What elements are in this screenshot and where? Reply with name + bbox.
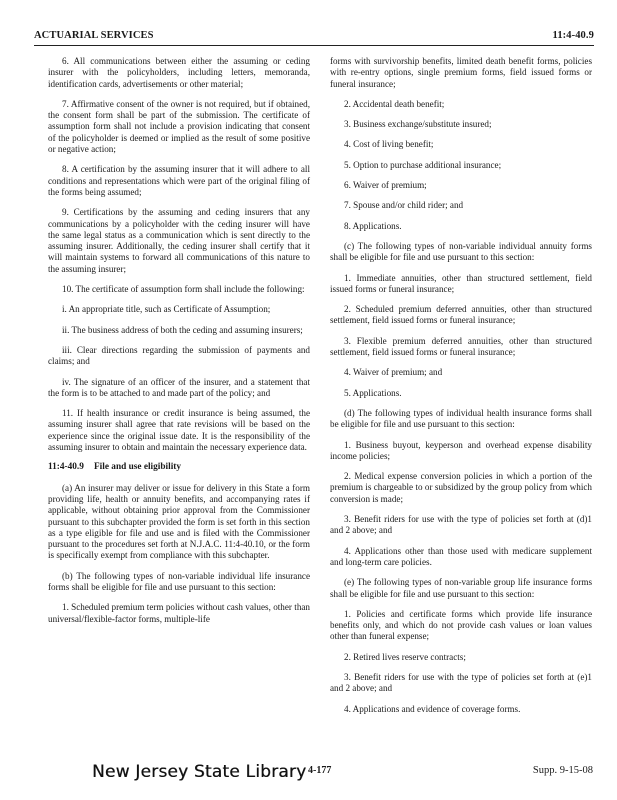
running-header <box>34 30 594 44</box>
paragraph: 4. Applications other than those used with medicare supplement and long-term care policies. <box>330 545 592 567</box>
section-heading <box>48 462 310 473</box>
paragraph: 7. Affirmative consent of the owner is not required, but if obtained, the consent form shall be part of the submission. The certificate of assumption form shall not include a provision indicating that consent of the policyholder is deemed or implied as the result of some positive or negative action; <box>48 98 310 155</box>
header-chapter-title: ACTUARIAL SERVICES <box>34 30 154 41</box>
right-column <box>330 56 592 724</box>
paragraph: 1. Policies and certificate forms which provide life insurance benefits only, and which do not provide cash values or loan values other than funeral expense; <box>330 608 592 642</box>
paragraph: 4. Waiver of premium; and <box>344 367 443 378</box>
supplement-date: Supp. 9-15-08 <box>532 765 593 776</box>
paragraph: (b) The following types of non-variable individual life insurance forms shall be eligible for file and use pursuant to this section: <box>48 570 310 592</box>
paragraph: iv. The signature of an officer of the insurer, and a statement that the form is to be attached to and made part of the policy; and <box>48 376 310 398</box>
page-number: 4-177 <box>308 765 332 776</box>
paragraph-continued: forms with survivorship benefits, limited death benefit forms, policies with re-entry options, single premium forms, field issued forms or funeral insurance; <box>330 56 592 89</box>
paragraph: 6. Waiver of premium; <box>344 180 427 191</box>
paragraph: 3. Flexible premium deferred annuities, other than structured settlement, field issued forms or funeral insurance; <box>330 335 592 358</box>
paragraph: 3. Business exchange/substitute insured; <box>344 119 492 130</box>
paragraph: 11. If health insurance or credit insurance is being assumed, the assuming insurer shall agree that rate revisions will be based on the experience since the original issue date. It is the responsibility of the assuming insurer to obtain and maintain the necessary experience data. <box>48 408 310 453</box>
paragraph: 8. Applications. <box>344 220 402 231</box>
library-watermark: New Jersey State Library <box>92 762 307 782</box>
paragraph: 9. Certifications by the assuming and ceding insurers that any communications by a policyholder with the ceding insurer will have the same legal status as a communication which is sent directly to the assuming insurer. Additionally, the ceding insurer shall certify that it will maintain systems to forward all communications of this nature to the assuming insurer; <box>48 207 310 274</box>
paragraph: 4. Cost of living benefit; <box>344 139 434 150</box>
paragraph: 7. Spouse and/or child rider; and <box>344 200 464 211</box>
paragraph: 1. Business buyout, keyperson and overhead expense disability income policies; <box>330 439 592 461</box>
header-section-number: 11:4-40.9 <box>552 30 594 41</box>
header-rule <box>34 45 594 46</box>
section-heading-number: 11:4-40.9 <box>48 462 84 473</box>
paragraph: 5. Applications. <box>344 387 402 398</box>
paragraph: 2. Medical expense conversion policies in which a portion of the premium is chargeable to or subsidized by the group policy from which conversion is made; <box>330 471 592 504</box>
paragraph: 2. Retired lives reserve contracts; <box>344 651 466 662</box>
paragraph: 10. The certificate of assumption form shall include the following: <box>62 284 305 295</box>
paragraph: 4. Applications and evidence of coverage forms. <box>344 703 521 714</box>
paragraph: (c) The following types of non-variable individual annuity forms shall be eligible for file and use pursuant to this section: <box>330 240 592 263</box>
paragraph: 6. All communications between either the assuming or ceding insurer with the policyholders, including letters, memoranda, identification cards, advertisements or other material; <box>48 56 310 89</box>
paragraph: 3. Benefit riders for use with the type of policies set forth at (e)1 and 2 above; and <box>330 671 592 694</box>
paragraph: i. An appropriate title, such as Certificate of Assumption; <box>62 304 271 315</box>
paragraph: (e) The following types of non-variable group life insurance forms shall be eligible for file and use pursuant to this section: <box>330 577 592 599</box>
left-column <box>48 56 310 634</box>
section-heading-title: File and use eligibility <box>94 462 182 473</box>
paragraph: iii. Clear directions regarding the submission of payments and claims; and <box>48 344 310 367</box>
paragraph: 8. A certification by the assuming insurer that it will adhere to all conditions and representations which were part of the original filing of the forms being assumed; <box>48 164 310 197</box>
paragraph: 3. Benefit riders for use with the type of policies set forth at (d)1 and 2 above; and <box>330 514 592 536</box>
paragraph: 5. Option to purchase additional insurance; <box>344 159 502 170</box>
paragraph: 1. Scheduled premium term policies without cash values, other than universal/flexible-factor forms, multiple-life <box>48 602 310 624</box>
paragraph: ii. The business address of both the ceding and assuming insurers; <box>62 324 303 335</box>
paragraph: 1. Immediate annuities, other than structured settlement, field issued forms or funeral insurance; <box>330 272 592 294</box>
paragraph: 2. Scheduled premium deferred annuities, other than structured settlement, field issued forms or funeral insurance; <box>330 304 592 326</box>
paragraph: (a) An insurer may deliver or issue for delivery in this State a form providing life, health or annuity benefits, and accompanying rates if applicable, without obtaining prior approval from the Commissioner pursuant to this subchapter provided the form is set forth in this section as a type eligible for file and use and is filed with the Commissioner pursuant to the procedures set forth at N.J.A.C. 11:4-40.10, or the form is specifically exempt from compliance with this subchapter. <box>48 482 310 561</box>
paragraph: (d) The following types of individual health insurance forms shall be eligible for file and use pursuant to this section: <box>330 407 592 430</box>
paragraph: 2. Accidental death benefit; <box>344 98 445 109</box>
